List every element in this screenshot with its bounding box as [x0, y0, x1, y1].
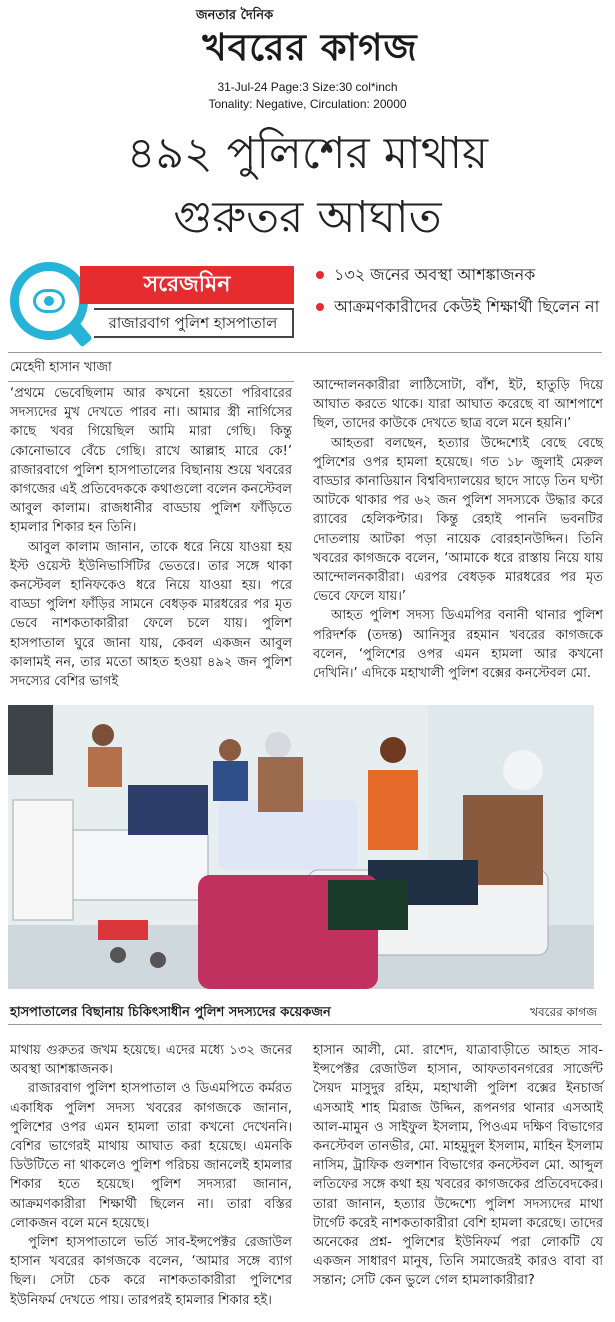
magnifier-eye-icon [10, 262, 88, 340]
paragraph: ‘প্রথমে ভেবেছিলাম আর কখনো হয়তো পরিবারের সদস্যদের মুখ দেখতে পারব না। আমার স্ত্রী নার্গিসের কাছে খবর গিয়েছিল আমি মারা গেছি। কিন্তু কোনোভাবে বেঁচে গেছি। রাখে আল্লাহ মারে কে!’ রাজারবাগে পুলিশ হাসপাতালের বিছানায় শুয়ে খবরের কাগজের এই প্রতিবেদককে কথাগুলো বলেন কনস্টেবল আবুল কালাম। রাজধানীর বাড্ডায় পুলিশ ফাঁড়িতে হামলার শিকার হন তিনি। [10, 386, 292, 536]
byline: মেহেদী হাসান খাজা [10, 360, 112, 375]
paragraph: আবুল কালাম জানান, তাকে ধরে নিয়ে যাওয়া হয় ইস্ট ওয়েস্ট ইউনিভার্সিটির ভেতরে। তার সঙ্গে থাকা কনস্টেবল হানিফকেও ধরে নিয়ে যাওয়া হয়। পরে বাড্ডা পুলিশ ফাঁড়ির সামনে বেধড়ক মারধরের পর মৃত ভেবে নাশকতাকারীরা ফেলে চলে যায়। পুলিশ হাসপাতাল ঘুরে জানা যায়, কেবল একজন আবুল কালামই নন, তার মতো আহত হওয়া ৪৯২ জন পুলিশ সদস্যের বেশির ভাগই [10, 539, 292, 690]
divider [8, 1024, 602, 1025]
bullet-dot-icon [316, 271, 324, 279]
article-column-top-left [10, 384, 292, 691]
article-column-top-right [313, 376, 603, 683]
divider [8, 352, 602, 353]
highlight-item: ১৩২ জনের অবস্থা আশঙ্কাজনক [312, 262, 602, 288]
newspaper-name: খবরের কাগজ [202, 26, 418, 69]
paragraph: রাজারবাগ পুলিশ হাসপাতাল ও ডিএমপিতে কর্মরত একাধিক পুলিশ সদস্য খবরের কাগজকে জানান, পুলিশের ওপর এমন হামলা তারা কখনো দেখেননি। বেশির ভাগেরই মাথায় আঘাত করা হয়েছে। এমনকি ডিউটিতে না থাকলেও পুলিশ পরিচয় জানলেই হামলার শিকার হতে হয়েছে। পুলিশ সদস্যরা জানান, আক্রমণকারীরা শিক্ষার্থী ছিলেন না। তারা বস্তির লোকজন বলে মনে হয়েছে। [10, 1081, 292, 1231]
masthead [0, 0, 615, 118]
section-tag-subtitle: রাজারবাগ পুলিশ হাসপাতাল [94, 308, 294, 338]
paragraph: মাথায় গুরুতর জখম হয়েছে। এদের মধ্যে ১৩২ জনের অবস্থা আশঙ্কাজনক। [10, 1043, 292, 1078]
paragraph: হাসান আলী, মো. রাশেদ, যাত্রাবাড়ীতে আহত সাব-ইন্সপেক্টর রেজাউল হাসান, আফতাবনগরের সার্জেন্ট সৈয়দ মাসুদুর রহিম, মহাখালী পুলিশ বক্সের ইনচার্জ এসআই শাহ মিরাজ উদ্দিন, রূপনগর থানার এসআই আল-মামুন ও সাইফুল ইসলাম, পিওএম দক্ষিণ বিভাগের কনস্টেবল তানভীর, মো. মাহমুদুল ইসলাম, মাহিন ইসলাম নাসিম, ট্রাফিক গুলশান বিভাগের কনস্টেবল মো. আব্দুল লতিফের সঙ্গে কথা হয় খবরের কাগজকের প্রতিবেদকের। তারা জানান, হত্যার উদ্দেশ্যে পুলিশ সদস্যদের মাথা টার্গেট করেই নাশকতাকারীরা বেশি হামলা করেছে। তাদের অনেকের প্রশ্ন- পুলিশের ইউনিফর্ম পরা লোকটি যে একজন সাধারণ মানুষ, তিনি সমাজেরই কারও বাবা বা সন্তান; সেটি কেন ভুলে গেল হামলাকারীরা? [313, 1043, 603, 1289]
paragraph: আহত পুলিশ সদস্য ডিএমপির বনানী থানার পুলিশ পরিদর্শক (তদন্ত) আনিসুর রহমান খবরের কাগজকে বলেন, ‘পুলিশের ওপর এমন হামলা আর কখনো দেখিনি।’ এদিকে মহাখালী পুলিশ বক্সের কনস্টেবল মো. [313, 608, 603, 682]
paragraph: আহতরা বলছেন, হত্যার উদ্দেশ্যেই বেছে বেছে পুলিশের ওপর হামলা হয়েছে। গত ১৮ জুলাই মেরুল বাড্ডার কানাডিয়ান বিশ্ববিদ্যালয়ের ছাদে সাড়ে তিন ঘণ্টা আটকে থাকার পর ৬২ জন পুলিশ সদস্যকে উদ্ধার করে র‍্যাবের হেলিকপ্টার। কিন্তু রেহাই পাননি ভবনটির দোতলায় আটকা পড়া নায়েক বোরহানউদ্দিন। তিনি খবরের কাগজকে বলেন, ‘আমাকে ধরে রাস্তায় নিয়ে যায় আন্দোলনকারীরা। এরপর বেধড়ক মারধরের পর মৃত ভেবে ফেলে যায়।’ [313, 435, 603, 605]
headline-line-2: গুরুতর আঘাত [173, 192, 442, 243]
highlight-item: আক্রমণকারীদের কেউই শিক্ষার্থী ছিলেন না [312, 294, 602, 320]
hospital-ward-photo [8, 705, 594, 989]
masthead-tagline: জনতার দৈনিক [196, 8, 274, 23]
bullet-dot-icon [316, 303, 324, 311]
photo-credit: খবরের কাগজ [530, 1005, 597, 1019]
headline-line-1: ৪৯২ পুলিশের মাথায় [126, 128, 489, 179]
paragraph: পুলিশ হাসপাতালে ভর্তি সাব-ইন্সপেক্টর রেজাউল হাসান খবরের কাগজকে বলেন, ‘আমার সঙ্গে ব্যাগ ছিল। সেটা চেক করে নাশকতাকারীরা পুলিশের ইউনিফর্ম দেখতে পায়। তারপরই হামলার শিকার হই। [10, 1235, 292, 1308]
article-column-bottom-right [313, 1041, 603, 1291]
section-tag-title: সরেজমিন [80, 266, 294, 304]
clipping-meta-tonality: Tonality: Negative, Circulation: 20000 [208, 97, 407, 111]
section-tag [10, 260, 295, 344]
clipping-meta-date: 31-Jul-24 Page:3 Size:30 col*inch [217, 80, 398, 94]
divider [8, 381, 294, 382]
article-column-bottom-left [10, 1041, 292, 1310]
photo-caption: হাসপাতালের বিছানায় চিকিৎসাধীন পুলিশ সদস্যদের কয়েকজন [10, 1005, 331, 1020]
highlights [312, 262, 602, 326]
photo-illustration [8, 705, 594, 989]
paragraph: আন্দোলনকারীরা লাঠিসোটা, বাঁশ, ইট, হাতুড়ি দিয়ে আঘাত করতে থাকে। যারা আঘাত করেছে বা আশপাশে ছিল, তাদের কাউকে দেখতে ছাত্র বলে মনে হয়নি।’ [313, 378, 603, 432]
